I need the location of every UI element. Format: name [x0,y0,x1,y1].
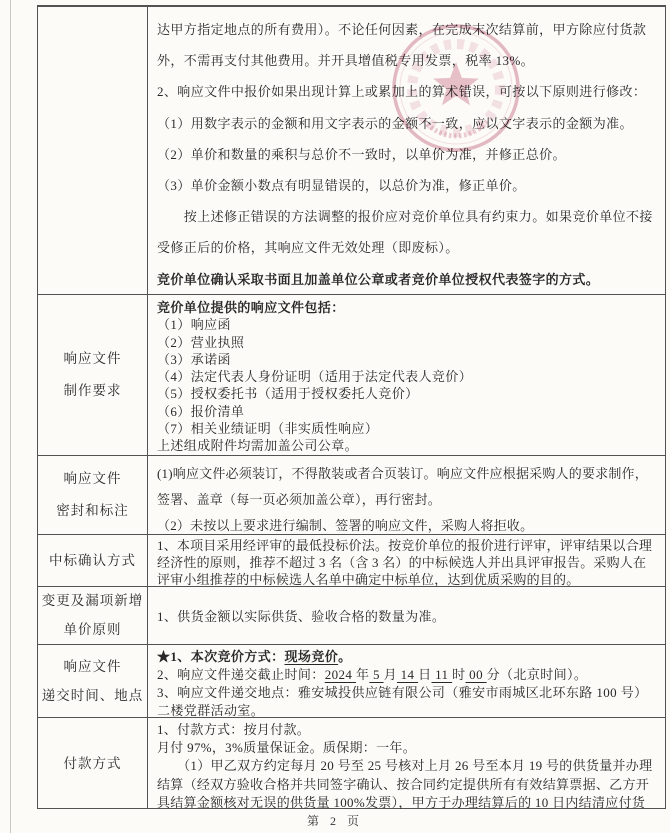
row-label: 变更及漏项新增 [41,593,144,608]
row-content-cell [148,7,665,294]
row-label: 递交时间、地点 [41,687,144,703]
text-line: （5）授权委托书（适用于授权委托人竞价） [157,386,419,402]
row-label-cell [38,7,148,294]
text-line: 经济性的原则，推荐不超过 3 名（含 3 名）的中标候选人并出具评审报告。采购人在 [157,555,647,570]
row-label: 响应文件 [63,471,122,486]
text-line: 达甲方指定地点的所有费用）。不论任何因素，在完成末次结算前，甲方除应付货款 [157,22,647,37]
text-line: （1）响应函 [157,317,231,333]
text-line: 竞价单位提供的响应文件包括： [157,300,345,315]
text-line: （3）单价金额小数点有明显错误的，以总价为准，修正单价。 [157,178,526,194]
text-line: 上述组成附件均需加盖公司公章。 [157,438,359,454]
text-line: 3、响应文件递交地点：雅安城投供应链有限公司（雅安市雨城区北环东路 100 号） [157,685,648,700]
text-line: （7）相关业绩证明（非实质性响应） [157,421,379,437]
text-line: （3）承诺函 [157,351,231,367]
text-line: （2）营业执照 [157,334,245,350]
scan-page-edge-line [10,0,11,833]
table-row [38,718,665,809]
text-line: （2）单价和数量的乘积与总价不一致时，以单价为准，并修正总价。 [157,146,566,162]
row-label-cell [38,456,148,534]
text-line: 受修正后的价格，其响应文件无效处理（即废标）。 [157,240,459,256]
row-label: 单价原则 [63,622,122,637]
row-content-cell [148,535,665,586]
text-line: 签署、盖章（每一页必须加盖公章），再行密封。 [157,492,441,507]
text-line: （4）法定代表人身份证明（适用于法定代表人竞价） [157,369,473,385]
row-content-cell [148,587,665,644]
row-label: 响应文件 [63,658,122,674]
table-row [38,645,665,718]
row-content-cell [148,645,665,717]
row-label-cell [38,587,148,644]
text-line: ★1、本次竞价方式：现场竞价。 [157,649,352,664]
text-line: （2）未按以上要求进行编制、签署的响应文件，采购人将拒收。 [157,518,534,533]
text-line: 1、供货金额以实际供货、验收合格的数量为准。 [157,609,446,624]
text-line: 竞价单位确认采取书面且加盖单位公章或者竞价单位授权代表签字的方式。 [157,271,600,287]
row-content-cell [148,295,665,455]
text-line: 2、响应文件中报价如果出现计算上或累加上的算术错误，可按以下原则进行修改： [157,84,647,100]
row-content-cell [148,456,665,534]
text-line: （1）甲乙双方约定每月 20 号至 25 号核对上月 26 号至本月 19 号的供货量并办理 [157,758,653,774]
row-label: 响应文件 [63,351,122,366]
text-line: 评审小组推荐的中标候选人名单中确定中标单位，达到优质采购的目的。 [157,572,580,586]
text-line: (1)响应文件必须装订，不得散装或者合页装订。响应文件应根据采购人的要求制作， [157,466,648,481]
text-line: 按上述修正错误的方法调整的报价应对竞价单位具有约束力。如果竞价单位不接 [157,209,653,225]
row-content-cell [148,718,665,809]
table-row [38,456,665,535]
tender-document-table [37,5,666,809]
table-row [38,7,665,295]
text-line: （1）用数字表示的金额和用文字表示的金额不一致，应以文字表示的金额为准。 [157,115,633,131]
text-line: 二楼党群活动室。 [157,703,265,717]
text-line: 结算（经双方验收合格并共同签字确认、按合同约定提供所有有效结算票据、乙方开 [157,776,650,792]
table-row [38,587,665,645]
text-line: 1、本项目采用经评审的最低投标价法。按竞价单位的报价进行评审，评审结果以合理 [157,538,653,553]
row-label-cell [38,645,148,717]
text-line: （6）报价清单 [157,403,245,419]
row-label: 制作要求 [63,383,122,398]
row-label: 密封和标注 [56,503,129,518]
row-label-cell [38,295,148,455]
page-number: 第 2 页 [306,814,363,828]
text-line: 具结算金额核对无误的供货量 100%发票），甲方于办理结算后的 10 日内结清应付货 [157,794,646,809]
table-row [38,535,665,587]
text-line: 2、响应文件递交截止时间：2024 年 5 月 14 日 11 时 00 分（北京时间）。 [157,667,588,682]
text-line: 1、付款方式：按月付款。 [157,722,311,737]
text-line: 外，不需再支付其他费用。并开具增值税专用发票，税率 13%。 [157,53,535,69]
row-label-cell [38,535,148,586]
row-label: 中标确认方式 [49,552,136,568]
table-row [38,295,665,456]
row-label: 付款方式 [63,755,122,771]
row-label-cell [38,718,148,809]
text-line: 月付 97%，3%质量保证金。质保期：一年。 [157,740,417,756]
